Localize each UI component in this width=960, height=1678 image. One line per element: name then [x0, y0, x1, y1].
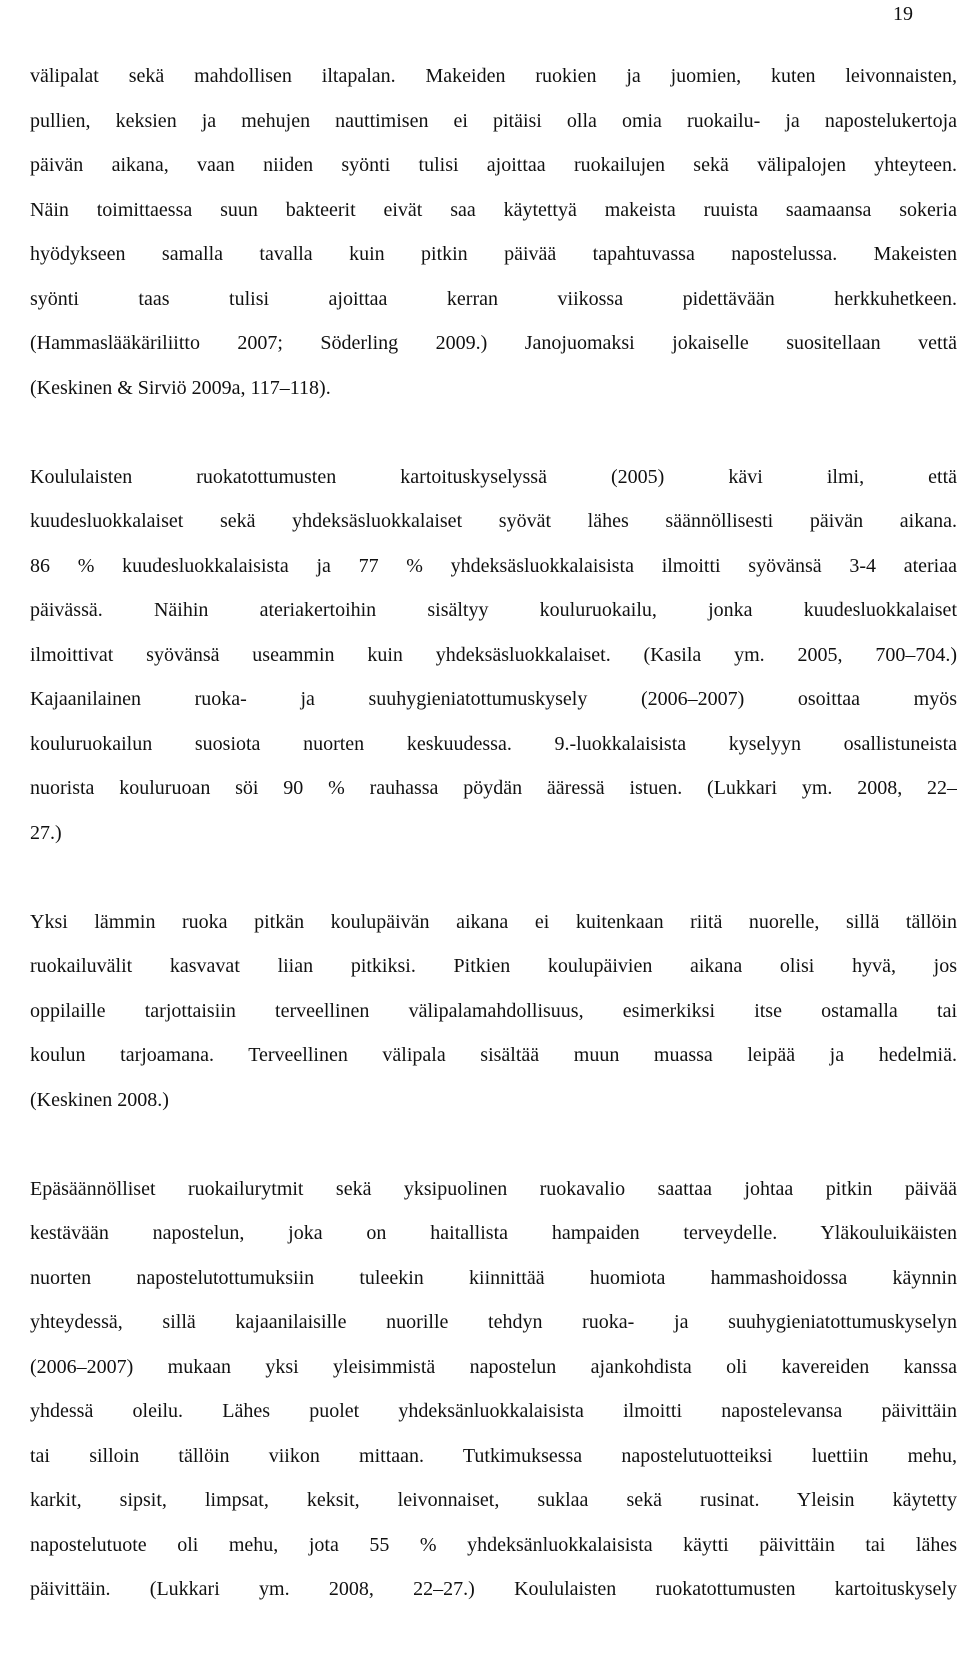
text-line: nuorten napostelutottumuksiin tuleekin kiinnittää huomiota hammashoidossa käynnin — [30, 1266, 957, 1289]
text-line: ilmoittivat syövänsä useammin kuin yhdeksäsluokkalaiset. (Kasila ym. 2005, 700–704.) — [30, 643, 957, 666]
text-line: koulun tarjoamana. Terveellinen välipala sisältää muun muassa leipää ja hedelmiä. — [30, 1044, 957, 1066]
page-number: 19 — [893, 3, 913, 25]
text-line: (Keskinen 2008.) — [30, 1088, 169, 1111]
paragraph-gap — [30, 410, 957, 455]
text-line: kestävään napostelun, joka on haitallista hampaiden terveydelle. Yläkouluikäisten — [30, 1222, 957, 1244]
text-line: Yksi lämmin ruoka pitkän koulupäivän aikana ei kuitenkaan riitä nuorelle, sillä tällöin — [30, 910, 957, 933]
paragraph — [30, 1167, 957, 1612]
text-line: (Keskinen & Sirviö 2009a, 117–118). — [30, 376, 331, 399]
text-line: napostelutuote oli mehu, jota 55 % yhdeksänluokkalaisista käytti päivittäin tai lähes — [30, 1533, 957, 1556]
text-line: Koululaisten ruokatottumusten kartoituskyselyssä (2005) kävi ilmi, että — [30, 465, 957, 488]
text-line: nuorista kouluruoan söi 90 % rauhassa pöydän ääressä istuen. (Lukkari ym. 2008, 22– — [30, 777, 957, 799]
text-line: hyödykseen samalla tavalla kuin pitkin päivää tapahtuvassa napostelussa. Makeisten — [30, 243, 957, 265]
text-line: ruokailuvälit kasvavat liian pitkiksi. Pitkien koulupäivien aikana olisi hyvä, jos — [30, 955, 957, 977]
text-line: (Hammaslääkäriliitto 2007; Söderling 2009.) Janojuomaksi jokaiselle suositellaan vettä — [30, 332, 957, 354]
text-line: kuudesluokkalaiset sekä yhdeksäsluokkalaiset syövät lähes säännöllisesti päivän aikana. — [30, 510, 957, 532]
text-line: päivässä. Näihin ateriakertoihin sisältyy kouluruokailu, jonka kuudesluokkalaiset — [30, 599, 957, 621]
text-line: Näin toimittaessa suun bakteerit eivät saa käytettyä makeista ruuista saamaansa sokeria — [30, 198, 957, 221]
text-line: karkit, sipsit, limpsat, keksit, leivonnaiset, suklaa sekä rusinat. Yleisin käytetty — [30, 1489, 957, 1511]
text-line: oppilaille tarjottaisiin terveellinen välipalamahdollisuus, esimerkiksi itse ostamalla tai — [30, 999, 957, 1022]
text-line: yhdessä oleilu. Lähes puolet yhdeksänluokkalaisista ilmoitti napostelevansa päivittäin — [30, 1400, 957, 1422]
text-line: 86 % kuudesluokkalaisista ja 77 % yhdeksäsluokkalaisista ilmoitti syövänsä 3-4 ateriaa — [30, 554, 957, 577]
paragraph-gap — [30, 855, 957, 900]
text-line: pullien, keksien ja mehujen nauttimisen ei pitäisi olla omia ruokailu- ja napostelukertoja — [30, 109, 957, 132]
text-line: kouluruokailun suosiota nuorten keskuudessa. 9.-luokkalaisista kyselyyn osallistuneista — [30, 732, 957, 755]
paragraph — [30, 455, 957, 856]
text-line: Epäsäännölliset ruokailurytmit sekä yksipuolinen ruokavalio saattaa johtaa pitkin päivää — [30, 1177, 957, 1200]
text-line: päivittäin. (Lukkari ym. 2008, 22–27.) Koululaisten ruokatottumusten kartoituskysely — [30, 1578, 957, 1600]
body-text — [30, 54, 957, 1612]
text-line: 27.) — [30, 821, 62, 844]
paragraph — [30, 54, 957, 410]
text-line: päivän aikana, vaan niiden syönti tulisi ajoittaa ruokailujen sekä välipalojen yhteyteen. — [30, 154, 957, 176]
paragraph-gap — [30, 1122, 957, 1167]
text-line: tai silloin tällöin viikon mittaan. Tutkimuksessa napostelutuotteiksi luettiin mehu, — [30, 1444, 957, 1467]
text-line: Kajaanilainen ruoka- ja suuhygieniatottumuskysely (2006–2007) osoittaa myös — [30, 688, 957, 710]
text-line: (2006–2007) mukaan yksi yleisimmistä napostelun ajankohdista oli kavereiden kanssa — [30, 1355, 957, 1378]
text-line: syönti taas tulisi ajoittaa kerran viikossa pidettävään herkkuhetkeen. — [30, 287, 957, 310]
text-line: välipalat sekä mahdollisen iltapalan. Makeiden ruokien ja juomien, kuten leivonnaisten, — [30, 65, 957, 87]
paragraph — [30, 900, 957, 1123]
text-line: yhteydessä, sillä kajaanilaisille nuorille tehdyn ruoka- ja suuhygieniatottumuskyselyn — [30, 1311, 957, 1333]
